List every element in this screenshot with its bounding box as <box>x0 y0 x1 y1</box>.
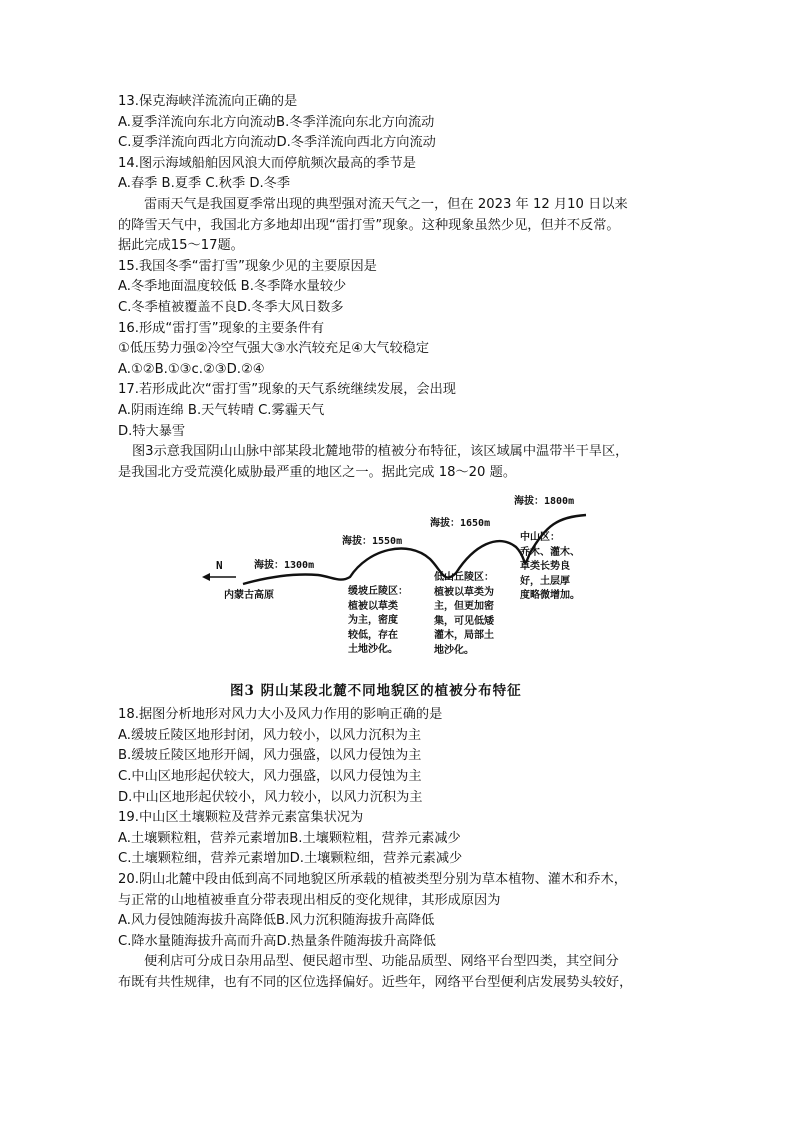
question-17-options-abc: A.阴雨连绵 B.天气转晴 C.雾霾天气 <box>118 402 325 418</box>
zone-middle-mountain-note: 中山区： 乔木、灌木、 草类长势良 好，土层厚 度略微增加。 <box>520 532 580 602</box>
elevation-1800-label: 海拔：1800m <box>514 496 575 508</box>
question-14-options: A.春季 B.夏季 C.秋季 D.冬季 <box>118 176 291 192</box>
passage-yinshan-line-1: 图3示意我国阴山山脉中部某段北麓地带的植被分布特征，该区域属中温带半干旱区， <box>132 444 629 460</box>
question-19: 19.中山区土壤颗粒及营养元素富集状况为 <box>118 810 364 826</box>
question-16-conditions: ①低压势力强②冷空气强大③水汽较充足④大气较稳定 <box>118 341 430 357</box>
question-15-options-cd: C.冬季植被覆盖不良D.冬季大风日数多 <box>118 299 344 315</box>
question-18-option-a: A.缓坡丘陵区地形封闭，风力较小，以风力沉积为主 <box>118 727 422 743</box>
document-page <box>118 92 688 994</box>
question-19-options-cd: C.土壤颗粒细，营养元素增加D.土壤颗粒细，营养元素减少 <box>118 851 463 867</box>
question-13: 13.保克海峡洋流流向正确的是 <box>118 94 298 109</box>
question-13-options-ab: A.夏季洋流向东北方向流动B.冬季洋流向东北方向流动 <box>118 114 435 130</box>
zone-low-hills-note: 低山丘陵区： 植被以草类为 主，但更加密 集，可见低矮 灌木，局部土 地沙化。 <box>434 572 494 656</box>
question-20-options-ab: A.风力侵蚀随海拔升高降低B.风力沉积随海拔升高降低 <box>118 913 435 929</box>
question-18: 18.据图分析地形对风力大小及风力作用的影响正确的是 <box>118 707 443 723</box>
question-18-option-d: D.中山区地形起伏较小，风力较小，以风力沉积为主 <box>118 789 423 805</box>
question-18-option-c: C.中山区地形起伏较大，风力强盛，以风力侵蚀为主 <box>118 769 422 785</box>
passage-thunder-snow-line-1: 雷雨天气是我国夏季常出现的典型强对流天气之一，但在 2023 年 12 月10 日以来 <box>144 196 628 212</box>
zone-gentle-hills-note: 缓坡丘陵区： 植被以草类 为主，密度 较低，存在 土地沙化。 <box>348 586 408 656</box>
passage-yinshan-line-2: 是我国北方受荒漠化威胁最严重的地区之一。据此完成 18～20 题。 <box>118 464 517 480</box>
passage-convenience-store-line-2: 布既有共性规律，也有不同的区位选择偏好。近些年，网络平台型便利店发展势头较好， <box>118 975 633 990</box>
question-17-option-d: D.特大暴雪 <box>118 423 186 439</box>
figure-caption: 图3 阴山某段北麓不同地貌区的植被分布特征 <box>230 683 522 700</box>
passage-convenience-store-line-1: 便利店可分成日杂用品型、便民超市型、功能品质型、网络平台型四类，其空间分 <box>144 954 619 970</box>
question-20-line-2: 与正常的山地植被垂直分带表现出相反的变化规律，其形成原因为 <box>118 892 501 908</box>
north-label: N <box>216 559 223 573</box>
question-16: 16.形成“雷打雪”现象的主要条件有 <box>118 320 325 336</box>
figure-3-vegetation-profile <box>118 489 688 705</box>
question-16-options: A.①②B.①③c.②③D.②④ <box>118 361 265 377</box>
question-17: 17.若形成此次“雷打雪”现象的天气系统继续发展，会出现 <box>118 382 456 398</box>
plateau-label: 内蒙古高原 <box>224 590 274 602</box>
north-arrow-head <box>202 573 210 581</box>
question-15-options-ab: A.冬季地面温度较低 B.冬季降水量较少 <box>118 279 347 295</box>
question-13-options-cd: C.夏季洋流向西北方向流动D.冬季洋流向西北方向流动 <box>118 135 436 151</box>
passage-thunder-snow-line-2: 的降雪天气中，我国北方多地却出现“雷打雪”现象。这种现象虽然少见，但并不反常。 <box>118 217 620 233</box>
question-20-line-1: 20.阴山北麓中段由低到高不同地貌区所承载的植被类型分别为草本植物、灌木和乔木， <box>118 872 627 888</box>
question-15: 15.我国冬季“雷打雪”现象少见的主要原因是 <box>118 258 377 274</box>
elevation-1650-label: 海拔：1650m <box>430 518 491 530</box>
question-14: 14.图示海域船舶因风浪大而停航频次最高的季节是 <box>118 155 416 171</box>
elevation-1300-label: 海拔：1300m <box>254 560 315 572</box>
question-18-option-b: B.缓坡丘陵区地形开阔，风力强盛，以风力侵蚀为主 <box>118 748 422 764</box>
passage-thunder-snow-line-3: 据此完成15～17题。 <box>118 238 244 254</box>
question-19-options-ab: A.土壤颗粒粗，营养元素增加B.土壤颗粒粗，营养元素减少 <box>118 830 461 846</box>
elevation-1550-label: 海拔：1550m <box>342 536 403 548</box>
question-20-options-cd: C.降水量随海拔升高而升高D.热量条件随海拔升高降低 <box>118 933 436 949</box>
